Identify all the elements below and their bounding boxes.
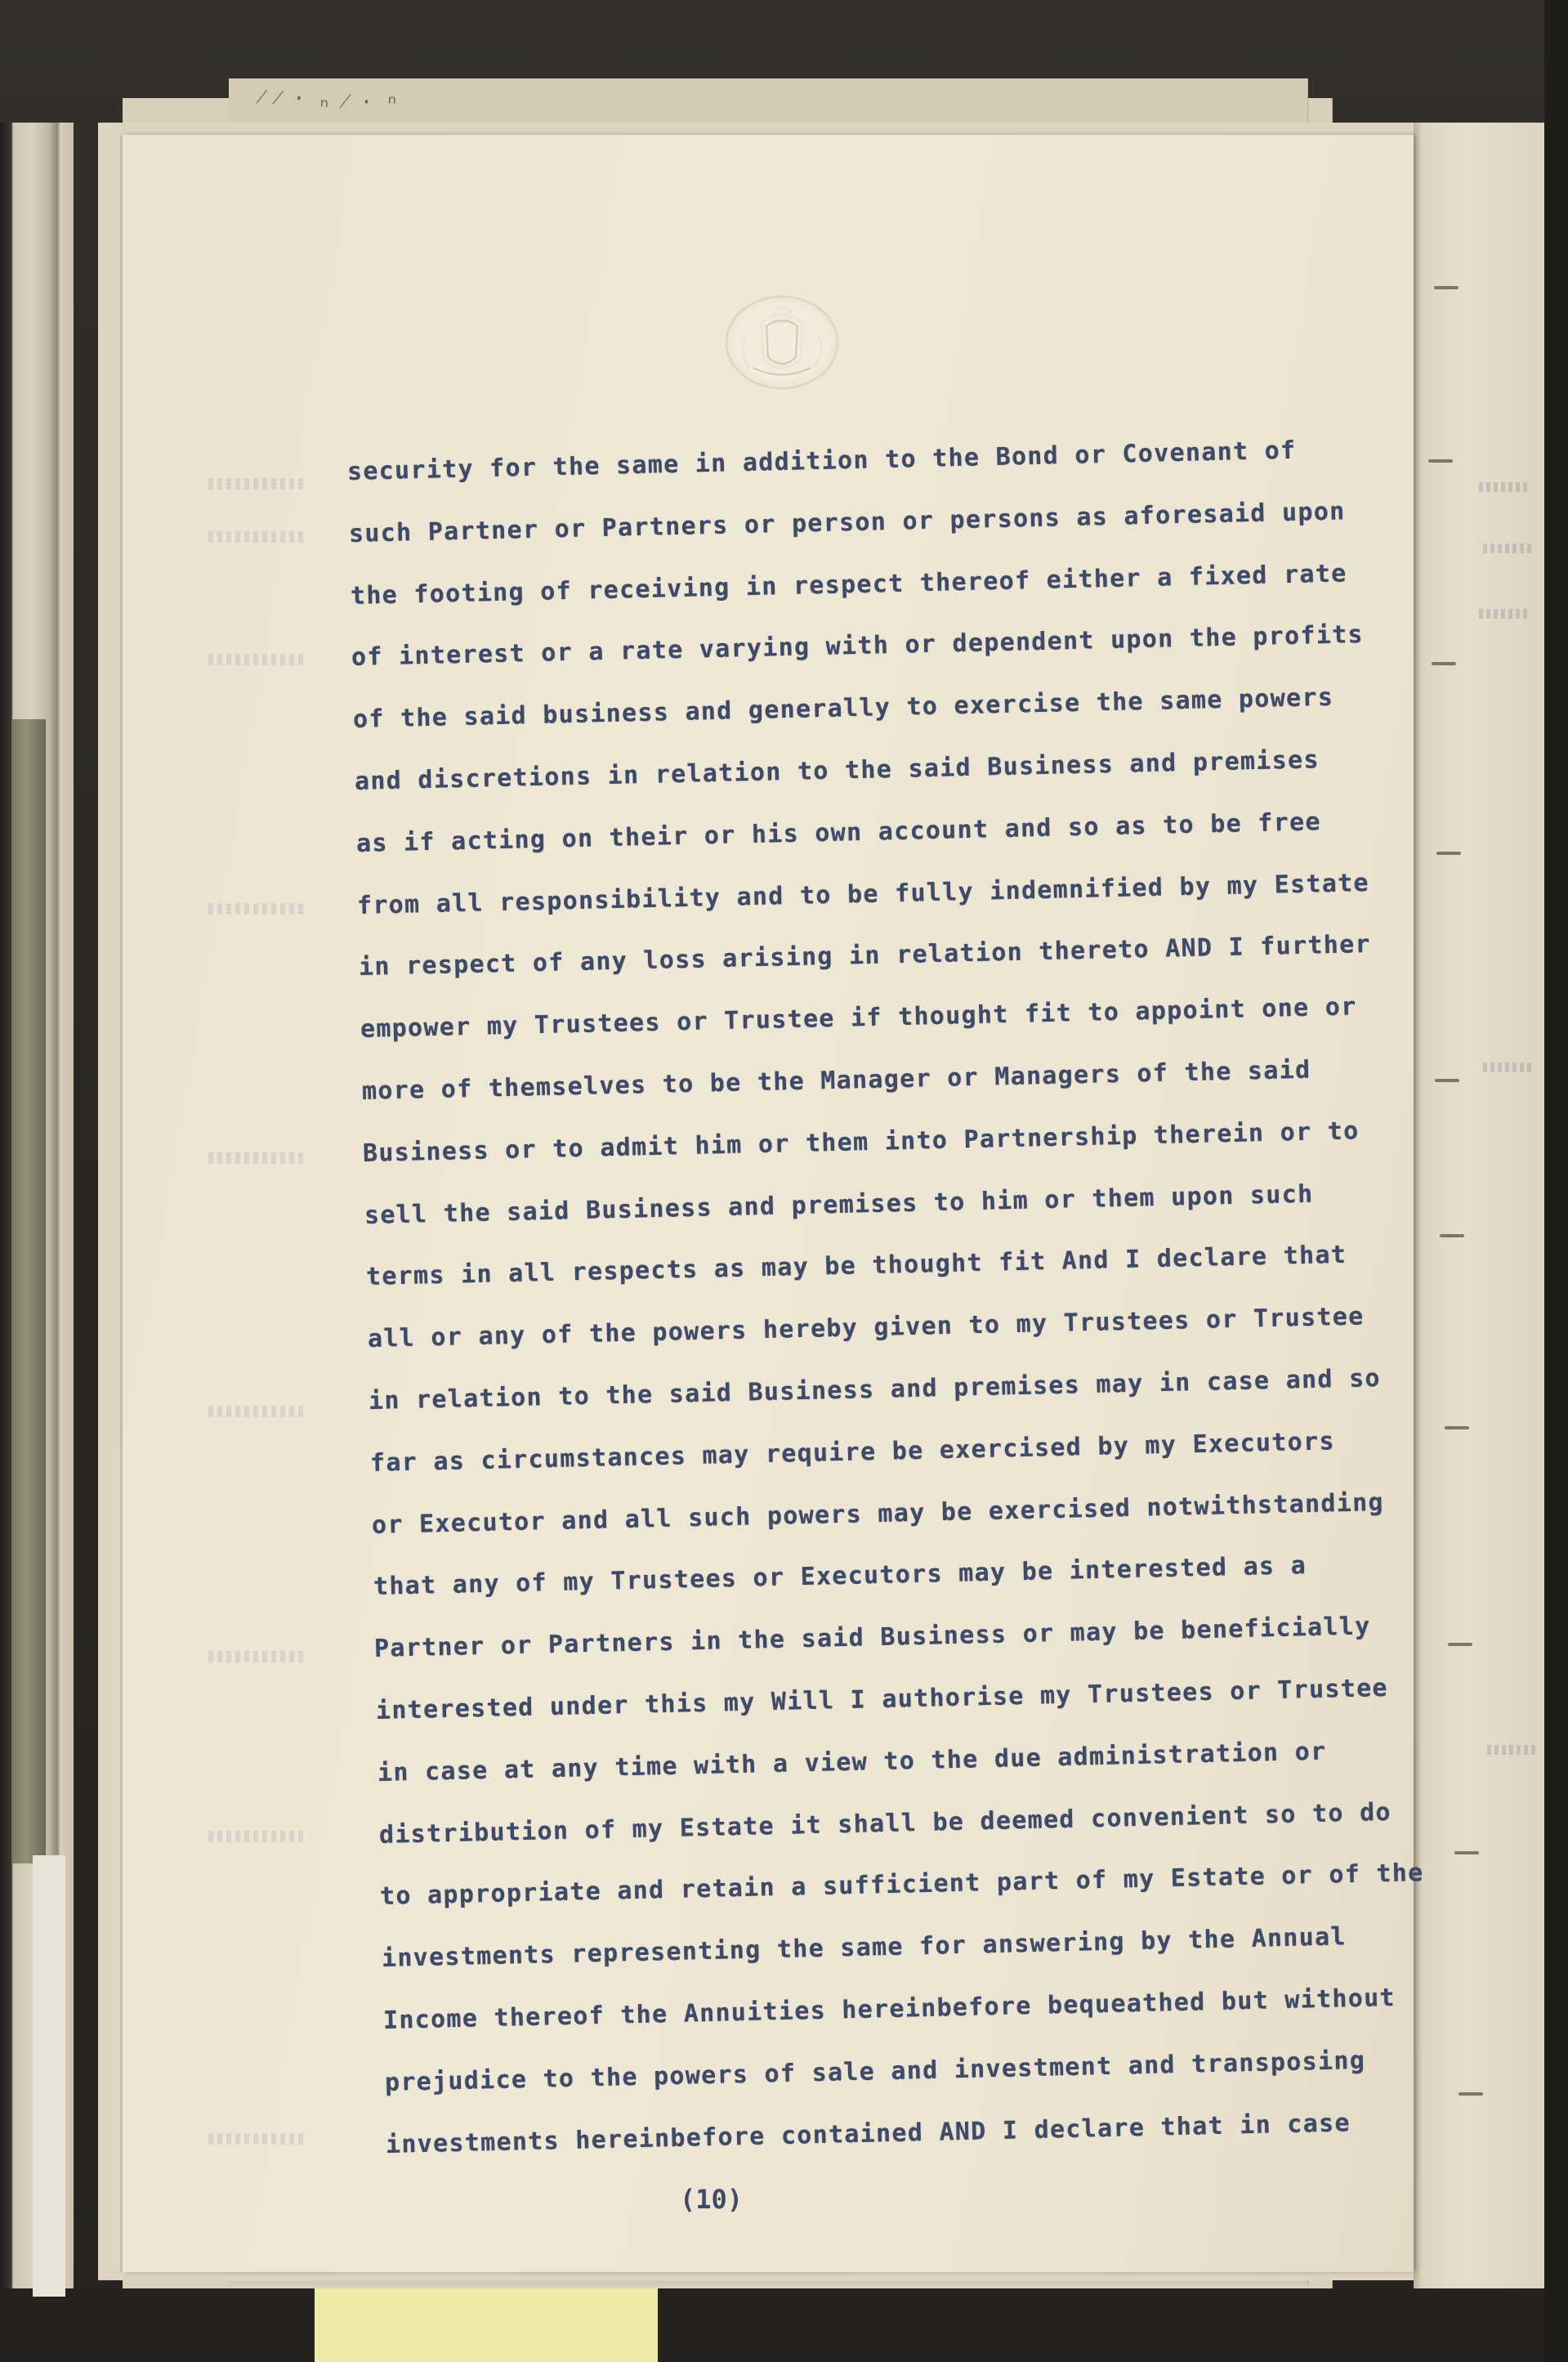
typed-line: Business or to admit him or them into Partnership therein or to xyxy=(362,1116,1360,1168)
typed-line: investments hereinbefore contained AND I declare that in case xyxy=(385,2108,1351,2159)
header-scribble: ⁄ ⁄ ⋅ ₙ ⁄ ⋅ ⁿ xyxy=(259,84,400,117)
sticky-note xyxy=(315,2288,658,2362)
typed-line: such Partner or Partners or person or persons as aforesaid upon xyxy=(348,497,1346,548)
typed-line: to appropriate and retain a sufficient part of my Estate or of the xyxy=(379,1859,1425,1912)
typed-line: all or any of the powers hereby given to my Trustees or Trustee xyxy=(367,1302,1365,1354)
typed-line: from all responsibility and to be fully indemnified by my Estate xyxy=(356,868,1370,920)
typed-line: prejudice to the powers of sale and investment and transposing xyxy=(384,2046,1366,2097)
typed-line: of the said business and generally to exercise the same powers xyxy=(352,682,1334,735)
typed-line: the footing of receiving in respect thereof either a fixed rate xyxy=(350,558,1347,611)
typed-line: in case at any time with a view to the due administration or xyxy=(377,1737,1327,1787)
typed-line: Income thereof the Annuities hereinbefore bequeathed but without xyxy=(382,1983,1396,2035)
typed-line: as if acting on their or his own account and so as to be free xyxy=(355,807,1321,858)
typed-line: that any of my Trustees or Executors may be interested as a xyxy=(373,1551,1307,1602)
typed-line: or Executor and all such powers may be exercised notwithstanding xyxy=(371,1487,1384,1540)
typed-line: terms in all respects as may be thought fit And I declare that xyxy=(365,1241,1347,1292)
typed-line: and discretions in relation to the said Business and premises xyxy=(354,745,1320,796)
typed-line: empower my Trustees or Trustee if thought fit to appoint one or xyxy=(360,992,1357,1045)
typed-line: security for the same in addition to the Bond or Covenant of xyxy=(346,436,1297,486)
typed-line: investments representing the same for answering by the Annual xyxy=(381,1922,1347,1974)
typed-line: more of themselves to be the Manager or Managers of the said xyxy=(361,1055,1311,1106)
typed-line: Partner or Partners in the said Business or may be beneficially xyxy=(373,1612,1372,1664)
typed-line: in relation to the said Business and premises may in case and so xyxy=(368,1363,1382,1416)
typed-line: distribution of my Estate it shall be deemed convenient so to do xyxy=(378,1797,1392,1850)
typed-line: in respect of any loss arising in relation thereto AND I further xyxy=(358,930,1372,982)
page-number: (10) xyxy=(680,2184,744,2215)
typed-line: interested under this my Will I authorise my Trustees or Trustee xyxy=(375,1673,1389,1725)
typed-line: of interest or a rate varying with or dependent upon the profits xyxy=(351,620,1365,673)
typed-line: sell the said Business and premises to him or them upon such xyxy=(364,1179,1314,1230)
typed-line: far as circumstances may require be exercised by my Executors xyxy=(369,1427,1336,1478)
